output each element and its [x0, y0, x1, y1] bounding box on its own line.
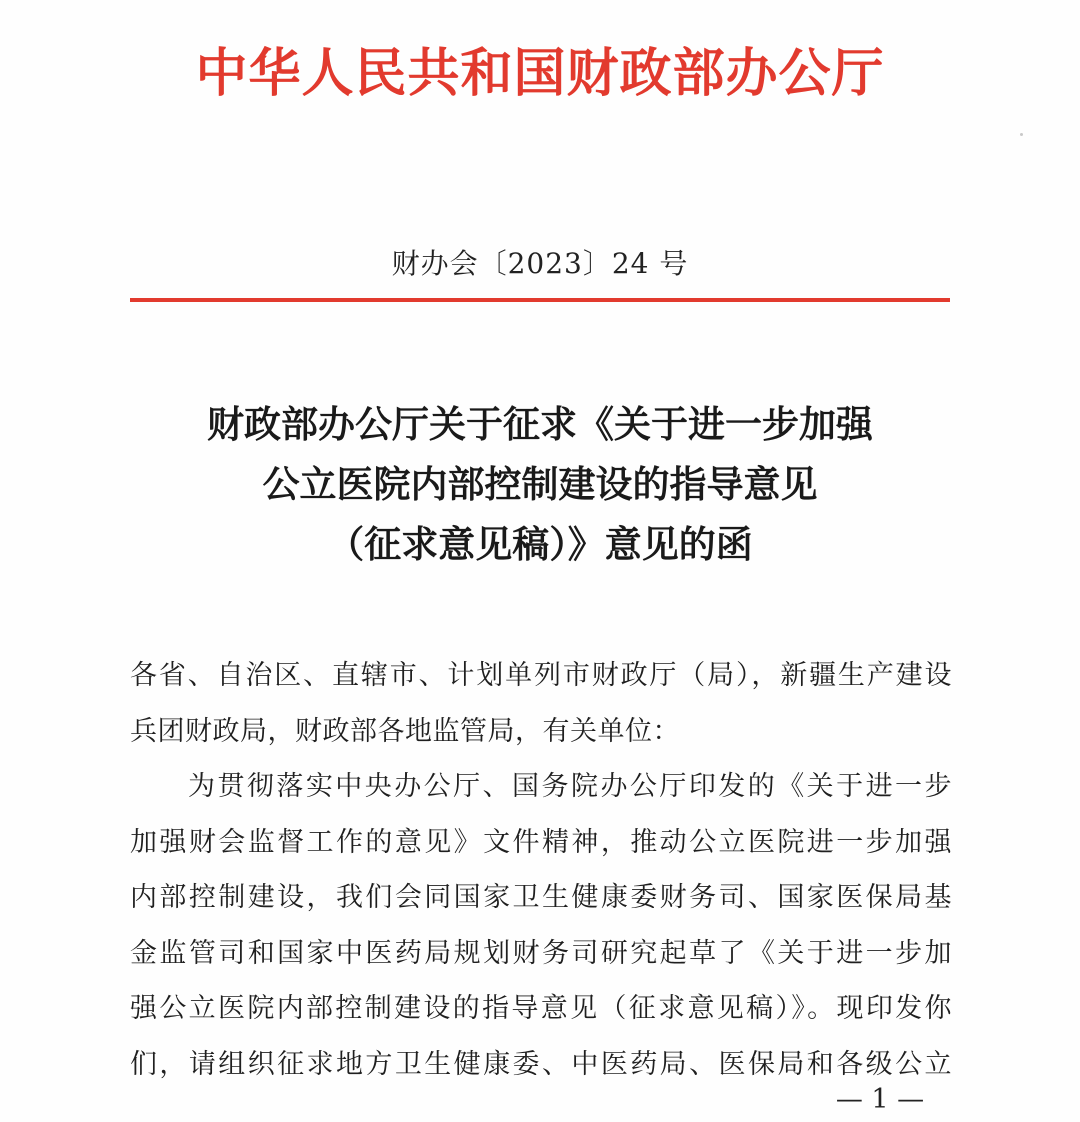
document-title: [0, 395, 1080, 575]
document-body: [130, 648, 952, 1092]
body-paragraph-line: 金监管司和国家中医药局规划财务司研究起草了《关于进一步加: [130, 937, 952, 969]
title-line: 公立医院内部控制建设的指导意见: [262, 463, 818, 506]
body-paragraph-line: 为贯彻落实中央办公厅、国务院办公厅印发的《关于进一步: [188, 771, 952, 802]
scan-speck: [1020, 133, 1023, 136]
document-number: 财办会〔2023〕24 号: [391, 247, 689, 280]
addressee-line: 兵团财政局，财政部各地监管局，有关单位：: [130, 715, 680, 747]
body-paragraph-line: 内部控制建设，我们会同国家卫生健康委财务司、国家医保局基: [130, 882, 952, 913]
page-number: — 1 —: [835, 1084, 925, 1115]
title-line: （征求意见稿）》意见的函: [327, 523, 753, 566]
issuing-organization-header: 中华人民共和国财政部办公厅: [195, 44, 885, 104]
body-paragraph-line: 强公立医院内部控制建设的指导意见（征求意见稿）》。现印发你: [130, 993, 952, 1024]
title-line: 财政部办公厅关于征求《关于进一步加强: [207, 403, 873, 446]
body-paragraph-line: 们，请组织征求地方卫生健康委、中医药局、医保局和各级公立: [130, 1048, 952, 1080]
addressee-line: 各省、自治区、直辖市、计划单列市财政厅（局），新疆生产建设: [130, 660, 952, 691]
body-paragraph-line: 加强财会监督工作的意见》文件精神，推动公立医院进一步加强: [130, 826, 952, 858]
red-separator-line: [130, 298, 950, 302]
